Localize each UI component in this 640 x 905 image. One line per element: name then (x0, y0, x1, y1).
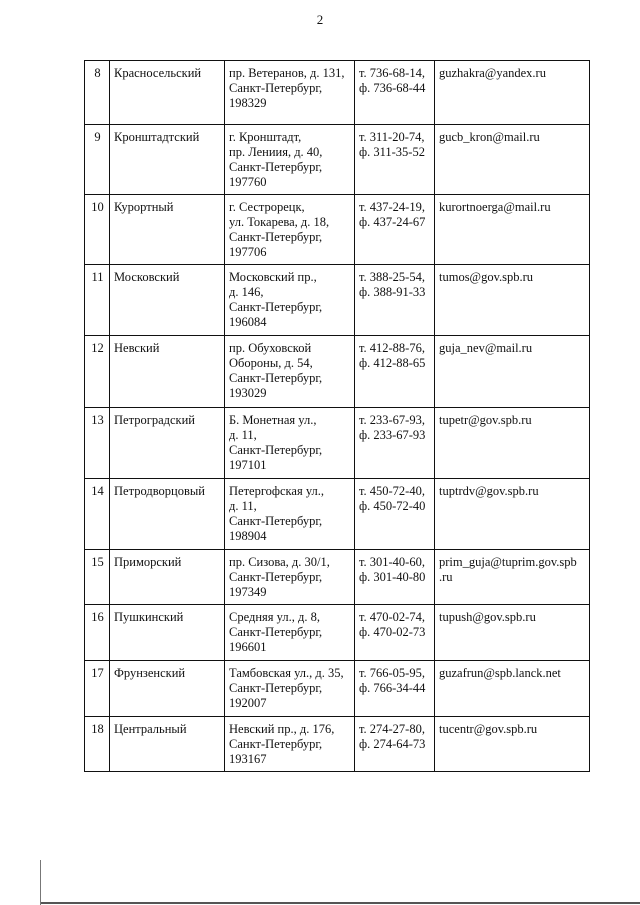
phone-cell (355, 61, 435, 125)
phone-line: т. 766-05-95, (359, 666, 425, 680)
table-row (85, 717, 590, 772)
district-name-cell (110, 717, 225, 772)
email-line: tucentr@gov.spb.ru (439, 722, 538, 736)
row-number-cell (85, 336, 110, 408)
table-body (85, 61, 590, 772)
scan-edge-bottom (40, 902, 640, 904)
phone-line: ф. 470-02-73 (359, 625, 426, 639)
district-name: Московский (114, 270, 180, 284)
row-number: 8 (94, 66, 101, 80)
row-number: 14 (91, 484, 104, 498)
row-number-cell (85, 265, 110, 336)
address-line: Обороны, д. 54, (229, 356, 313, 370)
email-cell (435, 265, 590, 336)
address-line: Санкт-Петербург, (229, 514, 323, 528)
address-line: 197101 (229, 458, 267, 472)
address-line: 197349 (229, 585, 267, 599)
table-row (85, 265, 590, 336)
phone-line: т. 437-24-19, (359, 200, 425, 214)
address-cell (225, 265, 355, 336)
address-line: Санкт-Петербург, (229, 443, 323, 457)
table-row (85, 125, 590, 195)
address-cell (225, 408, 355, 479)
row-number: 18 (91, 722, 104, 736)
address-line: Санкт-Петербург, (229, 371, 323, 385)
address-line: Санкт-Петербург, (229, 681, 323, 695)
address-line: Санкт-Петербург, (229, 81, 323, 95)
email-cell (435, 717, 590, 772)
district-name-cell (110, 479, 225, 550)
district-name-cell (110, 265, 225, 336)
page-number: 2 (316, 12, 324, 27)
address-line: пр. Обуховской (229, 341, 312, 355)
row-number-cell (85, 195, 110, 265)
phone-cell (355, 479, 435, 550)
phone-line: ф. 412-88-65 (359, 356, 426, 370)
phone-cell (355, 605, 435, 661)
address-line: Тамбовская ул., д. 35, (229, 666, 344, 680)
row-number: 15 (91, 555, 104, 569)
row-number-cell (85, 61, 110, 125)
district-name: Курортный (114, 200, 174, 214)
district-name: Приморский (114, 555, 182, 569)
address-cell (225, 605, 355, 661)
phone-cell (355, 195, 435, 265)
email-line: .ru (439, 570, 453, 584)
district-name: Пушкинский (114, 610, 184, 624)
address-line: 192007 (229, 696, 267, 710)
row-number-cell (85, 605, 110, 661)
row-number: 17 (91, 666, 104, 680)
row-number-cell (85, 550, 110, 605)
address-line: Санкт-Петербург, (229, 160, 323, 174)
phone-line: т. 311-20-74, (359, 130, 425, 144)
district-name-cell (110, 61, 225, 125)
district-name: Невский (114, 341, 160, 355)
email-cell (435, 479, 590, 550)
phone-line: т. 388-25-54, (359, 270, 425, 284)
address-line: 193167 (229, 752, 267, 766)
phone-line: т. 301-40-60, (359, 555, 425, 569)
row-number-cell (85, 479, 110, 550)
email-line: guzhakra@yandex.ru (439, 66, 546, 80)
address-cell (225, 195, 355, 265)
district-name-cell (110, 550, 225, 605)
phone-line: т. 470-02-74, (359, 610, 425, 624)
phone-line: ф. 233-67-93 (359, 428, 426, 442)
address-line: Санкт-Петербург, (229, 230, 323, 244)
phone-cell (355, 661, 435, 717)
address-cell (225, 61, 355, 125)
address-line: ул. Токарева, д. 18, (229, 215, 330, 229)
email-cell (435, 408, 590, 479)
address-cell (225, 661, 355, 717)
address-cell (225, 717, 355, 772)
district-name: Петродворцовый (114, 484, 205, 498)
row-number-cell (85, 661, 110, 717)
address-line: 196601 (229, 640, 267, 654)
phone-line: ф. 736-68-44 (359, 81, 426, 95)
phone-line: ф. 274-64-73 (359, 737, 426, 751)
phone-line: ф. 450-72-40 (359, 499, 426, 513)
email-cell (435, 605, 590, 661)
email-cell (435, 61, 590, 125)
district-name-cell (110, 336, 225, 408)
email-line: tuptrdv@gov.spb.ru (439, 484, 539, 498)
row-number-cell (85, 408, 110, 479)
email-cell (435, 550, 590, 605)
table-row (85, 550, 590, 605)
address-line: Б. Монетная ул., (229, 413, 317, 427)
district-name-cell (110, 125, 225, 195)
email-line: kurortnoerga@mail.ru (439, 200, 551, 214)
district-name-cell (110, 605, 225, 661)
table-row (85, 195, 590, 265)
phone-line: т. 274-27-80, (359, 722, 425, 736)
email-cell (435, 336, 590, 408)
table-row (85, 605, 590, 661)
address-line: 198329 (229, 96, 267, 110)
address-line: пр. Ветеранов, д. 131, (229, 66, 345, 80)
table-row (85, 61, 590, 125)
email-line: prim_guja@tuprim.gov.spb (439, 555, 577, 569)
phone-line: ф. 301-40-80 (359, 570, 426, 584)
address-line: Петергофская ул., (229, 484, 325, 498)
phone-line: т. 450-72-40, (359, 484, 425, 498)
phone-line: ф. 766-34-44 (359, 681, 426, 695)
address-line: Московский пр., (229, 270, 317, 284)
row-number: 13 (91, 413, 104, 427)
row-number: 16 (91, 610, 104, 624)
address-line: 197760 (229, 175, 267, 189)
table-row (85, 408, 590, 479)
email-line: tupetr@gov.spb.ru (439, 413, 532, 427)
row-number-cell (85, 717, 110, 772)
address-line: Средняя ул., д. 8, (229, 610, 320, 624)
phone-cell (355, 550, 435, 605)
address-line: 193029 (229, 386, 267, 400)
email-cell (435, 195, 590, 265)
address-line: пр. Сизова, д. 30/1, (229, 555, 330, 569)
email-cell (435, 661, 590, 717)
phone-cell (355, 717, 435, 772)
address-line: д. 11, (229, 499, 257, 513)
phone-cell (355, 408, 435, 479)
address-line: г. Кронштадт, (229, 130, 302, 144)
district-name: Кронштадтский (114, 130, 200, 144)
address-line: 196084 (229, 315, 267, 329)
address-line: г. Сестрорецк, (229, 200, 305, 214)
email-cell (435, 125, 590, 195)
address-cell (225, 550, 355, 605)
address-line: 197706 (229, 245, 267, 259)
address-line: Невский пр., д. 176, (229, 722, 335, 736)
row-number-cell (85, 125, 110, 195)
phone-line: ф. 311-35-52 (359, 145, 425, 159)
address-line: Санкт-Петербург, (229, 737, 323, 751)
address-line: Санкт-Петербург, (229, 625, 323, 639)
email-line: guzafrun@spb.lanck.net (439, 666, 561, 680)
phone-cell (355, 125, 435, 195)
district-name-cell (110, 408, 225, 479)
email-line: guja_nev@mail.ru (439, 341, 533, 355)
email-line: tupush@gov.spb.ru (439, 610, 536, 624)
phone-line: т. 736-68-14, (359, 66, 425, 80)
address-cell (225, 479, 355, 550)
district-name: Фрунзенский (114, 666, 186, 680)
table-row (85, 661, 590, 717)
phone-line: т. 233-67-93, (359, 413, 425, 427)
phone-line: т. 412-88-76, (359, 341, 425, 355)
phone-cell (355, 265, 435, 336)
district-name: Центральный (114, 722, 187, 736)
row-number: 11 (91, 270, 104, 284)
district-name-cell (110, 661, 225, 717)
address-cell (225, 336, 355, 408)
address-line: д. 146, (229, 285, 264, 299)
address-line: пр. Лениия, д. 40, (229, 145, 323, 159)
address-line: 198904 (229, 529, 267, 543)
row-number: 12 (91, 341, 104, 355)
table-row (85, 336, 590, 408)
email-line: gucb_kron@mail.ru (439, 130, 540, 144)
address-line: Санкт-Петербург, (229, 300, 323, 314)
email-line: tumos@gov.spb.ru (439, 270, 534, 284)
district-name: Петроградский (114, 413, 195, 427)
district-name: Красносельский (114, 66, 202, 80)
row-number: 10 (91, 200, 104, 214)
row-number: 9 (94, 130, 101, 144)
address-cell (225, 125, 355, 195)
phone-line: ф. 437-24-67 (359, 215, 426, 229)
phone-line: ф. 388-91-33 (359, 285, 426, 299)
address-line: д. 11, (229, 428, 257, 442)
scan-edge-left (40, 860, 41, 905)
district-contacts-table (84, 60, 590, 772)
district-name-cell (110, 195, 225, 265)
phone-cell (355, 336, 435, 408)
table-row (85, 479, 590, 550)
address-line: Санкт-Петербург, (229, 570, 323, 584)
